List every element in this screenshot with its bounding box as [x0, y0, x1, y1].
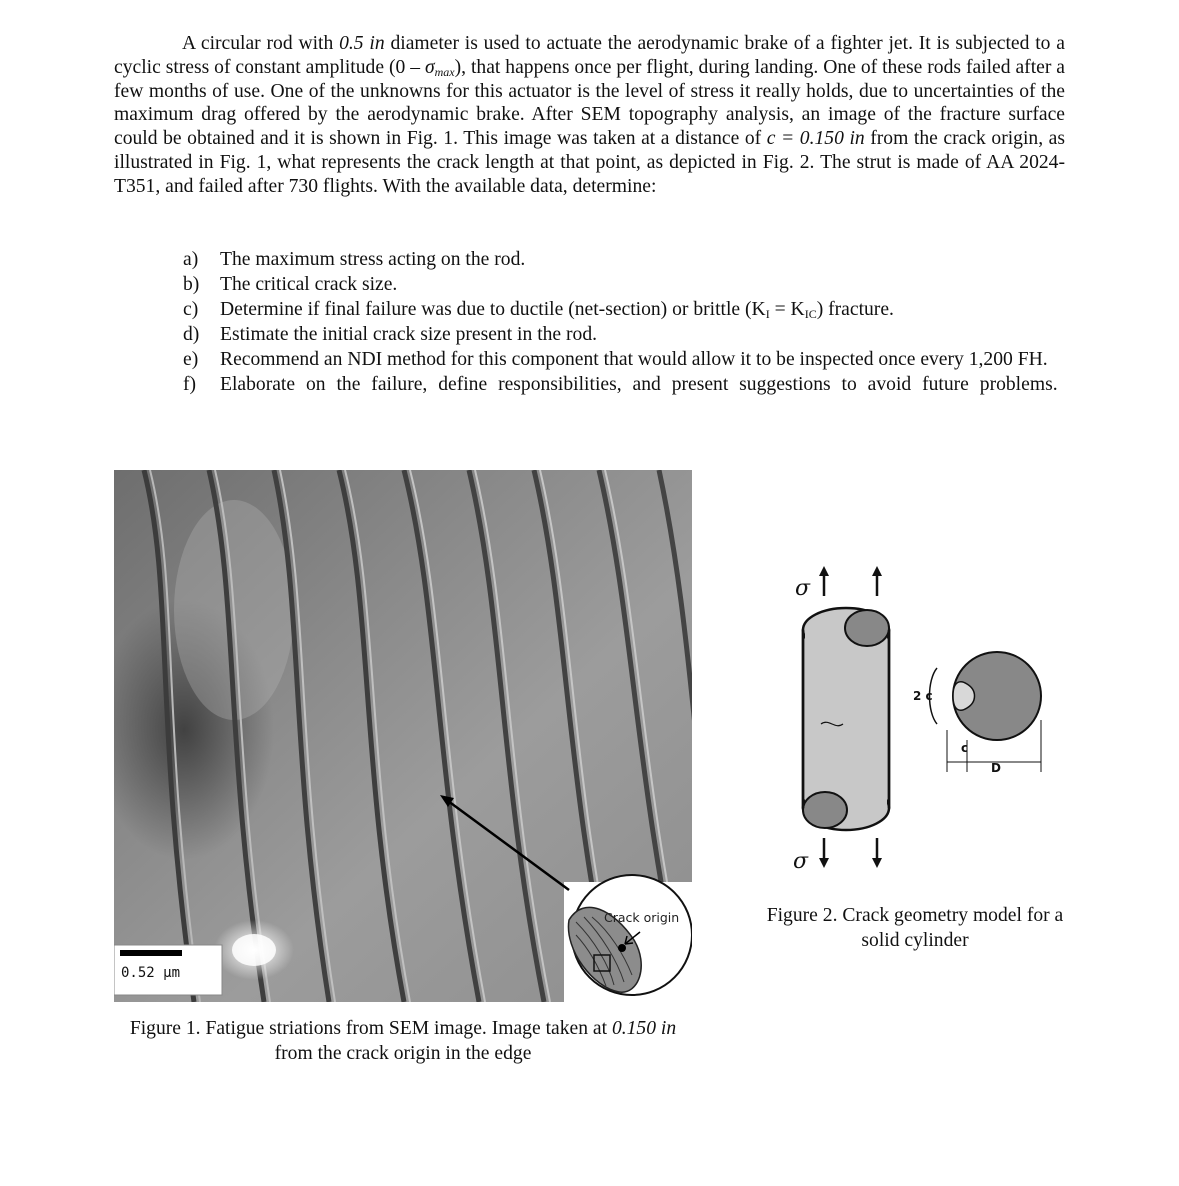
question-text: Elaborate on the failure, define responsibilities, and present suggestions to avoid future problems. [220, 374, 1058, 395]
cylinder-fill [805, 630, 887, 808]
question-label: f) [183, 374, 197, 395]
scale-bar [120, 950, 182, 956]
crack-origin-marker [618, 944, 626, 952]
cylinder-bottom-face [803, 792, 847, 828]
label-d: D [991, 761, 1001, 775]
question-text: The maximum stress acting on the rod. [220, 249, 526, 270]
scale-bar-label: 0.52 µm [121, 965, 181, 981]
crack-geometry-figure [777, 540, 1077, 900]
question-text: = K [769, 299, 805, 320]
problem-text-1: A circular rod with [182, 33, 340, 54]
cylinder-top-face [845, 610, 889, 646]
problem-statement [114, 32, 1065, 199]
sigma-top-label: σ [795, 576, 811, 601]
figure1-caption-text-end: from the crack origin in the edge [274, 1043, 532, 1064]
question-b [183, 272, 1065, 297]
question-text: Recommend an NDI method for this component that would allow it to be inspected once every 1,200 FH. [220, 349, 1048, 370]
question-list [183, 247, 1065, 397]
question-text: Determine if final failure was due to ductile (net-section) or brittle (K [220, 299, 766, 320]
question-label: b) [183, 274, 200, 295]
label-c: c [961, 741, 969, 755]
question-label: e) [183, 349, 199, 370]
question-label: d) [183, 324, 200, 345]
arrow-up-icon [819, 566, 829, 576]
question-text: ) fracture. [816, 299, 894, 320]
problem-text-3: ), that happens once per flight, during landing. One of these rods failed after a few months of use. One of the unknowns for this actuator is the level of stress it really holds, due to uncertainties of the maximum drag offered by the aerodynamic brake. After SEM topography analysis, an image of the fracture surface could be obtained and it is shown in Fig. 1. This image was taken at a distance of [114, 56, 1065, 150]
question-label: c) [183, 299, 199, 320]
tension-arrows-top [824, 574, 877, 596]
question-a [183, 247, 1065, 272]
arrow-down-icon [819, 858, 829, 868]
question-d [183, 322, 1065, 347]
figure1-caption [114, 1016, 692, 1066]
question-f [183, 372, 1065, 397]
crack-distance: c = 0.150 in [766, 128, 865, 150]
question-c [183, 297, 1065, 322]
label-2c: 2 c [913, 689, 933, 703]
arrow-up-icon [872, 566, 882, 576]
subscript-i: I [765, 307, 770, 321]
question-text: The critical crack size. [220, 274, 398, 295]
question-label: a) [183, 249, 199, 270]
crack-origin-label: Crack origin [604, 910, 680, 925]
sem-figure [114, 470, 692, 1002]
figure2-caption: Figure 2. Crack geometry model for a solid cylinder [766, 905, 1064, 951]
problem-text-4: from the crack origin, as illustrated in Fig. 1, what represents the crack length at that point, as depicted in Fig. 2. The strut is made of AA 2024-T351, and failed after 730 flights. With the available data, determine: [114, 128, 1065, 197]
question-text: Estimate the initial crack size present in the rod. [220, 324, 598, 345]
sigma-subscript: max [434, 64, 455, 79]
rod-diameter: 0.5 in [339, 33, 385, 54]
question-e [183, 347, 1065, 372]
problem-text-2: diameter is used to actuate the aerodynamic brake of a fighter jet. It is subjected to a cyclic stress of constant amplitude (0 – [114, 33, 1065, 78]
sigma-symbol: σ [424, 56, 435, 78]
subscript-ic: IC [804, 307, 817, 321]
sigma-bottom-label: σ [793, 849, 809, 874]
tension-arrows-bottom [824, 838, 877, 860]
arrow-down-icon [872, 858, 882, 868]
sem-bright-particle-core [232, 934, 276, 966]
figure1-caption-distance: 0.150 in [611, 1018, 677, 1039]
figure1-caption-text: Figure 1. Fatigue striations from SEM image. Image taken at [129, 1018, 612, 1039]
